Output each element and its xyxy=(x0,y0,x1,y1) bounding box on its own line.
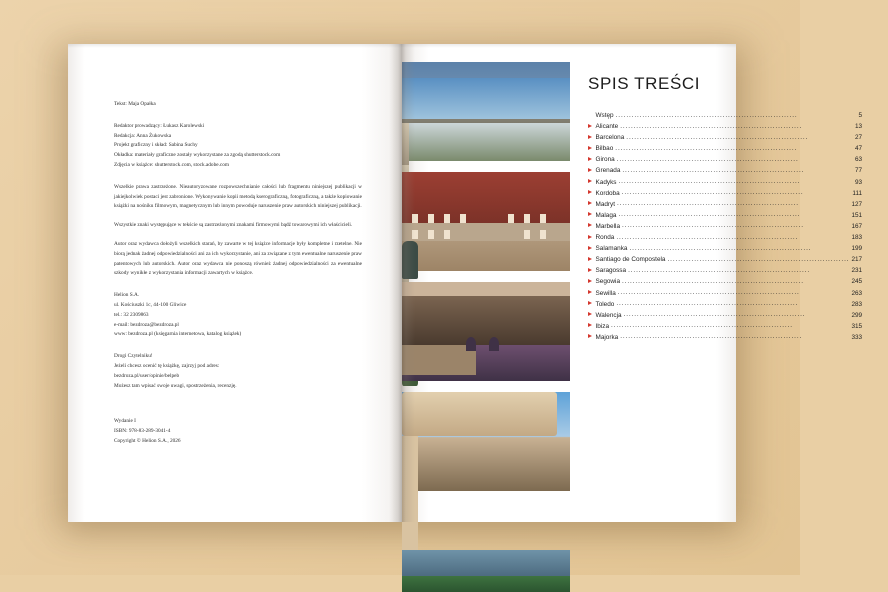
legal-paragraph: Autor oraz wydawca dołożyli wszelkich starań, by zawarte w tej książce informacje były kompletne i rzetelne. Nie biorą jednak żadnej odpowiedzialności ani za ich wykorzystanie, ani za związane z tym ewentualne naruszenie praw patentowych lub autorskich. Autor oraz wydawca nie ponoszą również żadnej odpowiedzialności za ewentualne szkody wynikłe z wykorzystania informacji zawartych w książce. xyxy=(114,240,362,277)
toc-leader-dots xyxy=(622,189,851,196)
photo-equestrian-statue xyxy=(402,241,418,279)
publisher-line: Helion S.A. xyxy=(114,292,140,299)
toc-entry-page: 93 xyxy=(855,178,863,186)
photo-window xyxy=(412,230,418,239)
toc-entry-label: Majorka xyxy=(595,333,619,341)
toc-leader-dots xyxy=(626,134,853,141)
photo-bridge xyxy=(402,345,476,375)
toc-entry-label: Ibiza xyxy=(595,322,609,330)
photo-window xyxy=(428,230,434,239)
toc-entry-kadyks[interactable] xyxy=(588,179,862,186)
photo-flowers xyxy=(402,576,570,592)
toc-entry-page: 47 xyxy=(855,145,863,153)
photo-madrid-plaza-mayor xyxy=(402,172,570,271)
toc-entry-label: Malaga xyxy=(595,211,617,219)
left-page xyxy=(68,44,402,522)
toc-entry-label: Wstęp xyxy=(595,112,614,119)
toc-leader-dots xyxy=(618,178,853,185)
photo-window xyxy=(428,214,434,223)
isbn-line: ISBN: 978-83-289-3041-4 xyxy=(114,428,171,435)
toc-entry-label: Marbella xyxy=(595,222,621,230)
reader-note-url: bezdroza.pl/user/opinie/belpeb xyxy=(114,372,180,379)
toc-entry-page: 77 xyxy=(855,167,863,175)
edition-line: Wydanie I xyxy=(114,418,136,425)
bullet-icon xyxy=(588,201,592,205)
photo-tower xyxy=(402,436,418,493)
photo-town xyxy=(402,282,570,296)
toc-entry-page: 63 xyxy=(855,156,863,164)
photo-barcelona-skyline xyxy=(402,62,570,161)
publisher-line: tel.: 32 2309863 xyxy=(114,311,149,318)
reader-note-block xyxy=(114,352,362,391)
staff-line: Projekt graficzny i skład: Sabina Suchy xyxy=(114,142,198,149)
staff-line: Okładka: materiały graficzne zostały wykorzystane za zgodą shutterstock.com xyxy=(114,152,281,159)
toc-entry-page: 127 xyxy=(851,200,863,208)
toc-entry-page: 13 xyxy=(855,123,863,131)
toc-entry-label: Sewilla xyxy=(595,289,616,297)
photo-spire xyxy=(402,123,409,165)
reader-note-title: Drogi Czytelniku! xyxy=(114,353,153,360)
toc-entry-saragossa[interactable] xyxy=(588,267,862,274)
toc-entry-label: Grenada xyxy=(595,167,621,175)
bullet-icon xyxy=(588,212,592,216)
toc-entry-page: 111 xyxy=(852,189,863,197)
toc-leader-dots xyxy=(616,234,849,241)
toc-leader-dots xyxy=(622,278,849,285)
bullet-icon xyxy=(588,135,592,139)
bullet-icon xyxy=(588,124,592,128)
publisher-website: www: bezdroza.pl (księgarnia internetowa, katalog książek) xyxy=(114,331,242,338)
legal-paragraph: Wszystkie znaki występujące w tekście są zastrzeżonymi znakami firmowymi bądź towarowymi ich właścicieli. xyxy=(114,222,353,229)
toc-leader-dots xyxy=(618,211,849,218)
toc-leader-dots xyxy=(629,245,849,252)
toc-entry-santiago-de-compostela[interactable] xyxy=(588,256,862,263)
toc-entry-segowia[interactable] xyxy=(588,278,862,285)
publisher-block xyxy=(114,291,362,340)
toc-entry-page: 5 xyxy=(858,112,863,119)
photo-bridge-arch xyxy=(489,337,499,351)
toc-leader-dots xyxy=(620,333,849,340)
credit-line: Tekst: Maja Opałka xyxy=(114,101,156,107)
photo-cliff xyxy=(402,296,570,346)
toc-leader-dots xyxy=(611,322,849,329)
toc-entry-label: Toledo xyxy=(595,300,615,308)
toc-entry-page: 199 xyxy=(851,245,863,253)
legal-paragraph: Wszelkie prawa zastrzeżone. Nieautoryzowane rozpowszechnianie całości lub fragmentu niniejszej publikacji w jakiejkolwiek postaci jest zabronione. Wykonywanie kopii metodą kserograficzną, fotograficzną, a także kopiowanie książki na nośniku filmowym, magnetycznym lub innym powoduje naruszenie praw autorskich niniejszej publikacji. xyxy=(114,183,362,210)
toc-entry-marbella[interactable] xyxy=(588,223,862,230)
photo-hill xyxy=(402,62,570,78)
bullet-icon xyxy=(588,334,592,338)
toc-entry-page: 151 xyxy=(851,211,863,219)
bullet-icon xyxy=(588,168,592,172)
publisher-email: e-mail: bezdroza@bezdroza.pl xyxy=(114,321,179,328)
toc-leader-dots xyxy=(616,112,857,119)
reader-note-line: Jeżeli chcesz ocenić tę książkę, zajrzyj pod adres: xyxy=(114,362,220,369)
bullet-icon xyxy=(588,301,592,305)
bullet-icon xyxy=(588,290,592,294)
toc-leader-dots xyxy=(617,200,849,207)
page-edge-top-left xyxy=(68,44,402,48)
toc-entry-label: Girona xyxy=(595,156,615,164)
toc-list xyxy=(588,112,862,341)
reader-note-line: Możesz tam wpisać swoje uwagi, spostrzeżenia, recenzję. xyxy=(114,382,237,389)
photo-window xyxy=(444,230,450,239)
photo-window xyxy=(540,214,546,223)
toc-entry-bilbao[interactable] xyxy=(588,145,862,152)
toc-leader-dots xyxy=(622,167,853,174)
toc-entry-label: Kadyks xyxy=(595,178,617,186)
toc-entry-girona[interactable] xyxy=(588,156,862,163)
staff-block xyxy=(114,122,362,171)
credits-block xyxy=(114,100,362,110)
toc-entry-salamanka[interactable] xyxy=(588,245,862,252)
toc-entry-page: 167 xyxy=(851,222,863,230)
toc-entry-page: 333 xyxy=(851,333,863,341)
bullet-icon xyxy=(588,323,592,327)
toc-entry-madryt[interactable] xyxy=(588,201,862,208)
photo-bridge-arch xyxy=(466,337,476,351)
bullet-icon xyxy=(588,157,592,161)
toc-entry-ronda[interactable] xyxy=(588,234,862,241)
legal-block xyxy=(114,183,362,279)
photo-window xyxy=(524,214,530,223)
toc-entry-malaga[interactable] xyxy=(588,212,862,219)
toc-entry-label: Kordoba xyxy=(595,189,620,197)
photo-palace xyxy=(402,392,557,436)
photo-ronda-bridge xyxy=(402,282,570,381)
toc-entry-page: 27 xyxy=(855,134,863,142)
photo-window xyxy=(460,214,466,223)
toc-leader-dots xyxy=(616,300,849,307)
edition-block xyxy=(114,417,362,446)
toc-entry-kordoba[interactable] xyxy=(588,190,862,197)
toc-entry-label: Saragossa xyxy=(595,267,627,275)
toc-entry-page: 299 xyxy=(851,311,863,319)
toc-entry-page: 263 xyxy=(851,289,863,297)
toc-entry-label: Madryt xyxy=(595,200,616,208)
toc-entry-alicante[interactable] xyxy=(588,123,862,130)
bullet-icon xyxy=(588,312,592,316)
toc-entry-page: 217 xyxy=(851,256,863,264)
right-page xyxy=(402,44,863,522)
toc-entry-ibiza[interactable] xyxy=(588,323,862,330)
toc-entry-label: Bilbao xyxy=(595,145,614,153)
photo-canal xyxy=(402,550,570,576)
colophon-text-block xyxy=(114,100,362,459)
toc-entry-label: Barcelona xyxy=(595,134,625,142)
toc-leader-dots xyxy=(620,123,853,130)
bullet-icon xyxy=(588,190,592,194)
bullet-icon xyxy=(588,223,592,227)
toc-entry-label: Alicante xyxy=(595,123,619,131)
toc-entry-majorka[interactable] xyxy=(588,334,862,341)
staff-line: Redakcja: Anna Żukowska xyxy=(114,132,172,139)
photo-window xyxy=(508,214,514,223)
toc-entry-label: Segowia xyxy=(595,278,621,286)
toc-entry-sewilla[interactable] xyxy=(588,290,862,297)
toc-entry-page: 315 xyxy=(851,322,863,330)
toc-entry-barcelona[interactable] xyxy=(588,134,862,141)
toc-leader-dots xyxy=(668,256,850,263)
toc-entry-label: Ronda xyxy=(595,234,615,242)
toc-entry-wstep[interactable] xyxy=(588,112,862,119)
bullet-icon xyxy=(588,246,592,250)
toc-entry-page: 231 xyxy=(851,267,863,275)
photo-column xyxy=(402,44,570,522)
bullet-icon xyxy=(588,146,592,150)
toc-entry-grenada[interactable] xyxy=(588,167,862,174)
table-of-contents xyxy=(570,44,888,522)
staff-line: Redaktor prowadzący: Łukasz Karolewski xyxy=(114,122,205,129)
toc-leader-dots xyxy=(622,222,849,229)
toc-entry-page: 245 xyxy=(851,278,863,286)
photo-tower xyxy=(402,493,418,550)
bullet-icon xyxy=(588,235,592,239)
toc-leader-dots xyxy=(628,267,849,274)
toc-title: SPIS TREŚCI xyxy=(588,74,701,93)
toc-leader-dots xyxy=(615,145,853,152)
photo-window xyxy=(444,214,450,223)
toc-leader-dots xyxy=(618,289,850,296)
publisher-line: ul. Kościuszki 1c, 44-100 Gliwice xyxy=(114,301,187,308)
bullet-icon xyxy=(588,257,592,261)
open-book xyxy=(68,44,863,522)
toc-entry-page: 183 xyxy=(851,234,863,242)
bullet-icon xyxy=(588,279,592,283)
bullet-icon xyxy=(588,179,592,183)
toc-entry-toledo[interactable] xyxy=(588,301,862,308)
toc-entry-label: Santiago de Compostela xyxy=(595,256,666,264)
toc-entry-label: Salamanka xyxy=(595,245,628,253)
photo-window xyxy=(540,230,546,239)
photo-window xyxy=(524,230,530,239)
photo-window xyxy=(412,214,418,223)
bullet-icon xyxy=(588,268,592,272)
toc-entry-walencja[interactable] xyxy=(588,312,862,319)
toc-entry-page: 283 xyxy=(851,300,863,308)
toc-leader-dots xyxy=(617,156,853,163)
staff-line: Zdjęcia w książce: shutterstock.com, stock.adobe.com xyxy=(114,161,230,168)
copyright-line: Copyright © Helion S.A., 2026 xyxy=(114,437,181,444)
toc-leader-dots xyxy=(624,311,850,318)
toc-entry-label: Walencja xyxy=(595,311,622,319)
photo-sevilla-plaza-espana xyxy=(402,392,570,491)
